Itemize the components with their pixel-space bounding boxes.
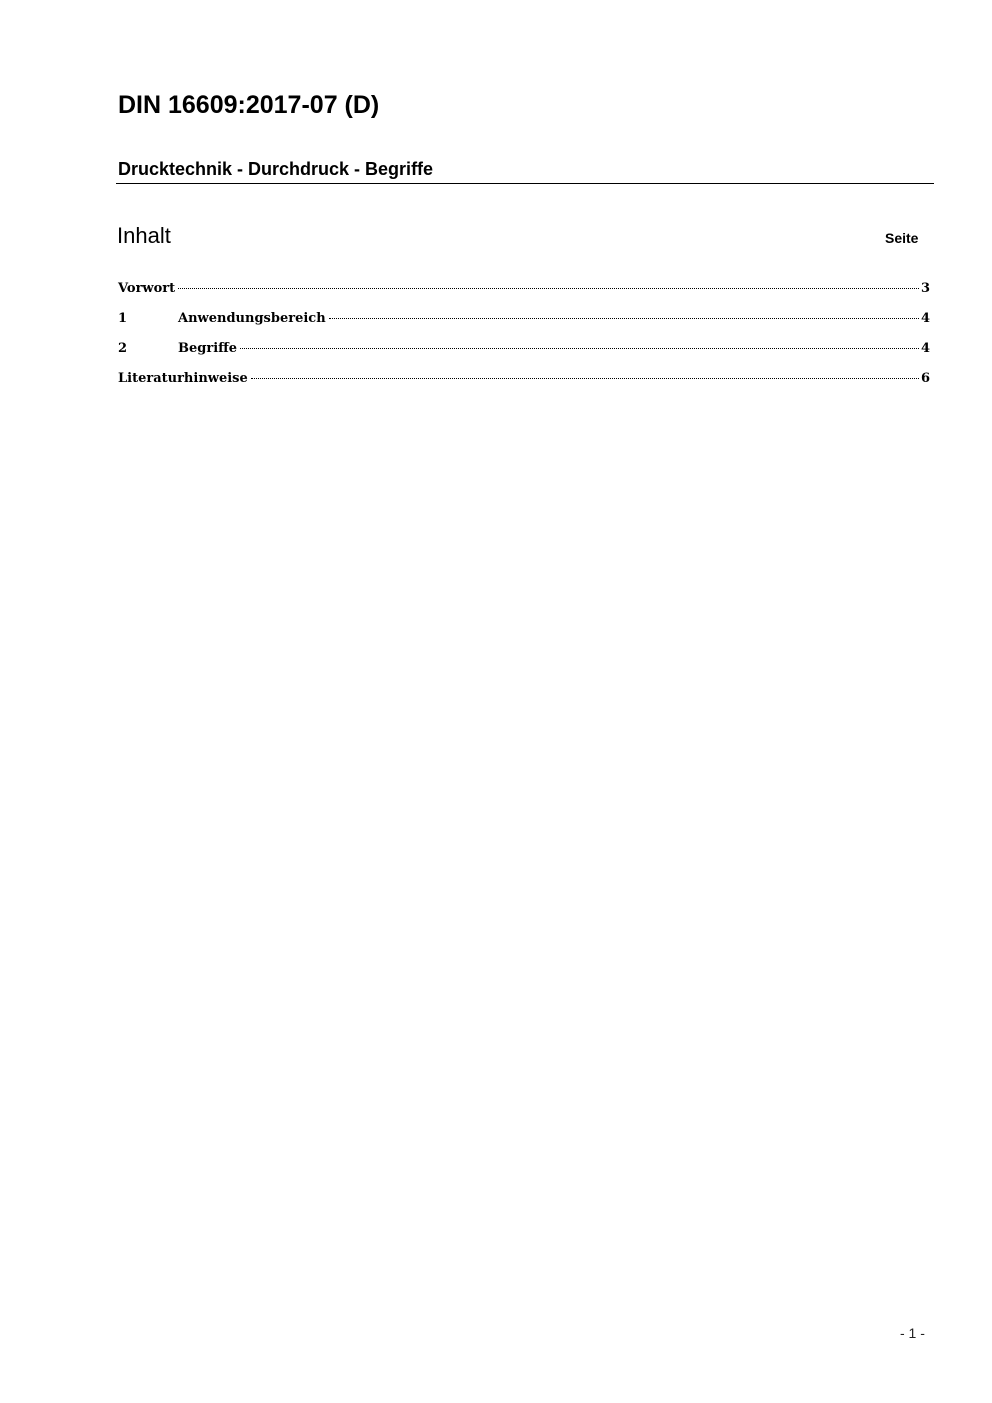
toc-entry-begriffe[interactable] bbox=[118, 339, 930, 359]
toc-dot-leader bbox=[240, 348, 919, 349]
toc-entry-page: 4 bbox=[920, 341, 930, 356]
toc-entry-anwendungsbereich[interactable] bbox=[118, 309, 930, 329]
page-number: - 1 - bbox=[900, 1325, 925, 1341]
toc-entry-number: 1 bbox=[118, 311, 128, 326]
toc-entry-literaturhinweise[interactable] bbox=[118, 369, 930, 389]
document-title: Drucktechnik - Durchdruck - Begriffe bbox=[118, 159, 434, 179]
toc-entry-vorwort[interactable] bbox=[118, 279, 930, 299]
toc-dot-leader bbox=[178, 288, 919, 289]
toc-entry-text: Vorwort bbox=[118, 281, 176, 296]
toc-dot-leader bbox=[251, 378, 919, 379]
toc-entry-text: Literaturhinweise bbox=[118, 371, 248, 386]
toc-entry-text: Anwendungsbereich bbox=[178, 311, 326, 326]
title-divider bbox=[116, 183, 934, 184]
toc-entry-page: 4 bbox=[920, 311, 930, 326]
toc-entry-page: 3 bbox=[920, 281, 930, 296]
toc-page-column-header: Seite bbox=[885, 230, 919, 246]
toc-entry-text: Begriffe bbox=[178, 341, 238, 356]
toc-dot-leader bbox=[329, 318, 919, 319]
toc-entry-number: 2 bbox=[118, 341, 128, 356]
toc-entry-page: 6 bbox=[920, 371, 930, 386]
document-id: DIN 16609:2017-07 (D) bbox=[118, 91, 380, 119]
toc-heading: Inhalt bbox=[117, 223, 171, 248]
